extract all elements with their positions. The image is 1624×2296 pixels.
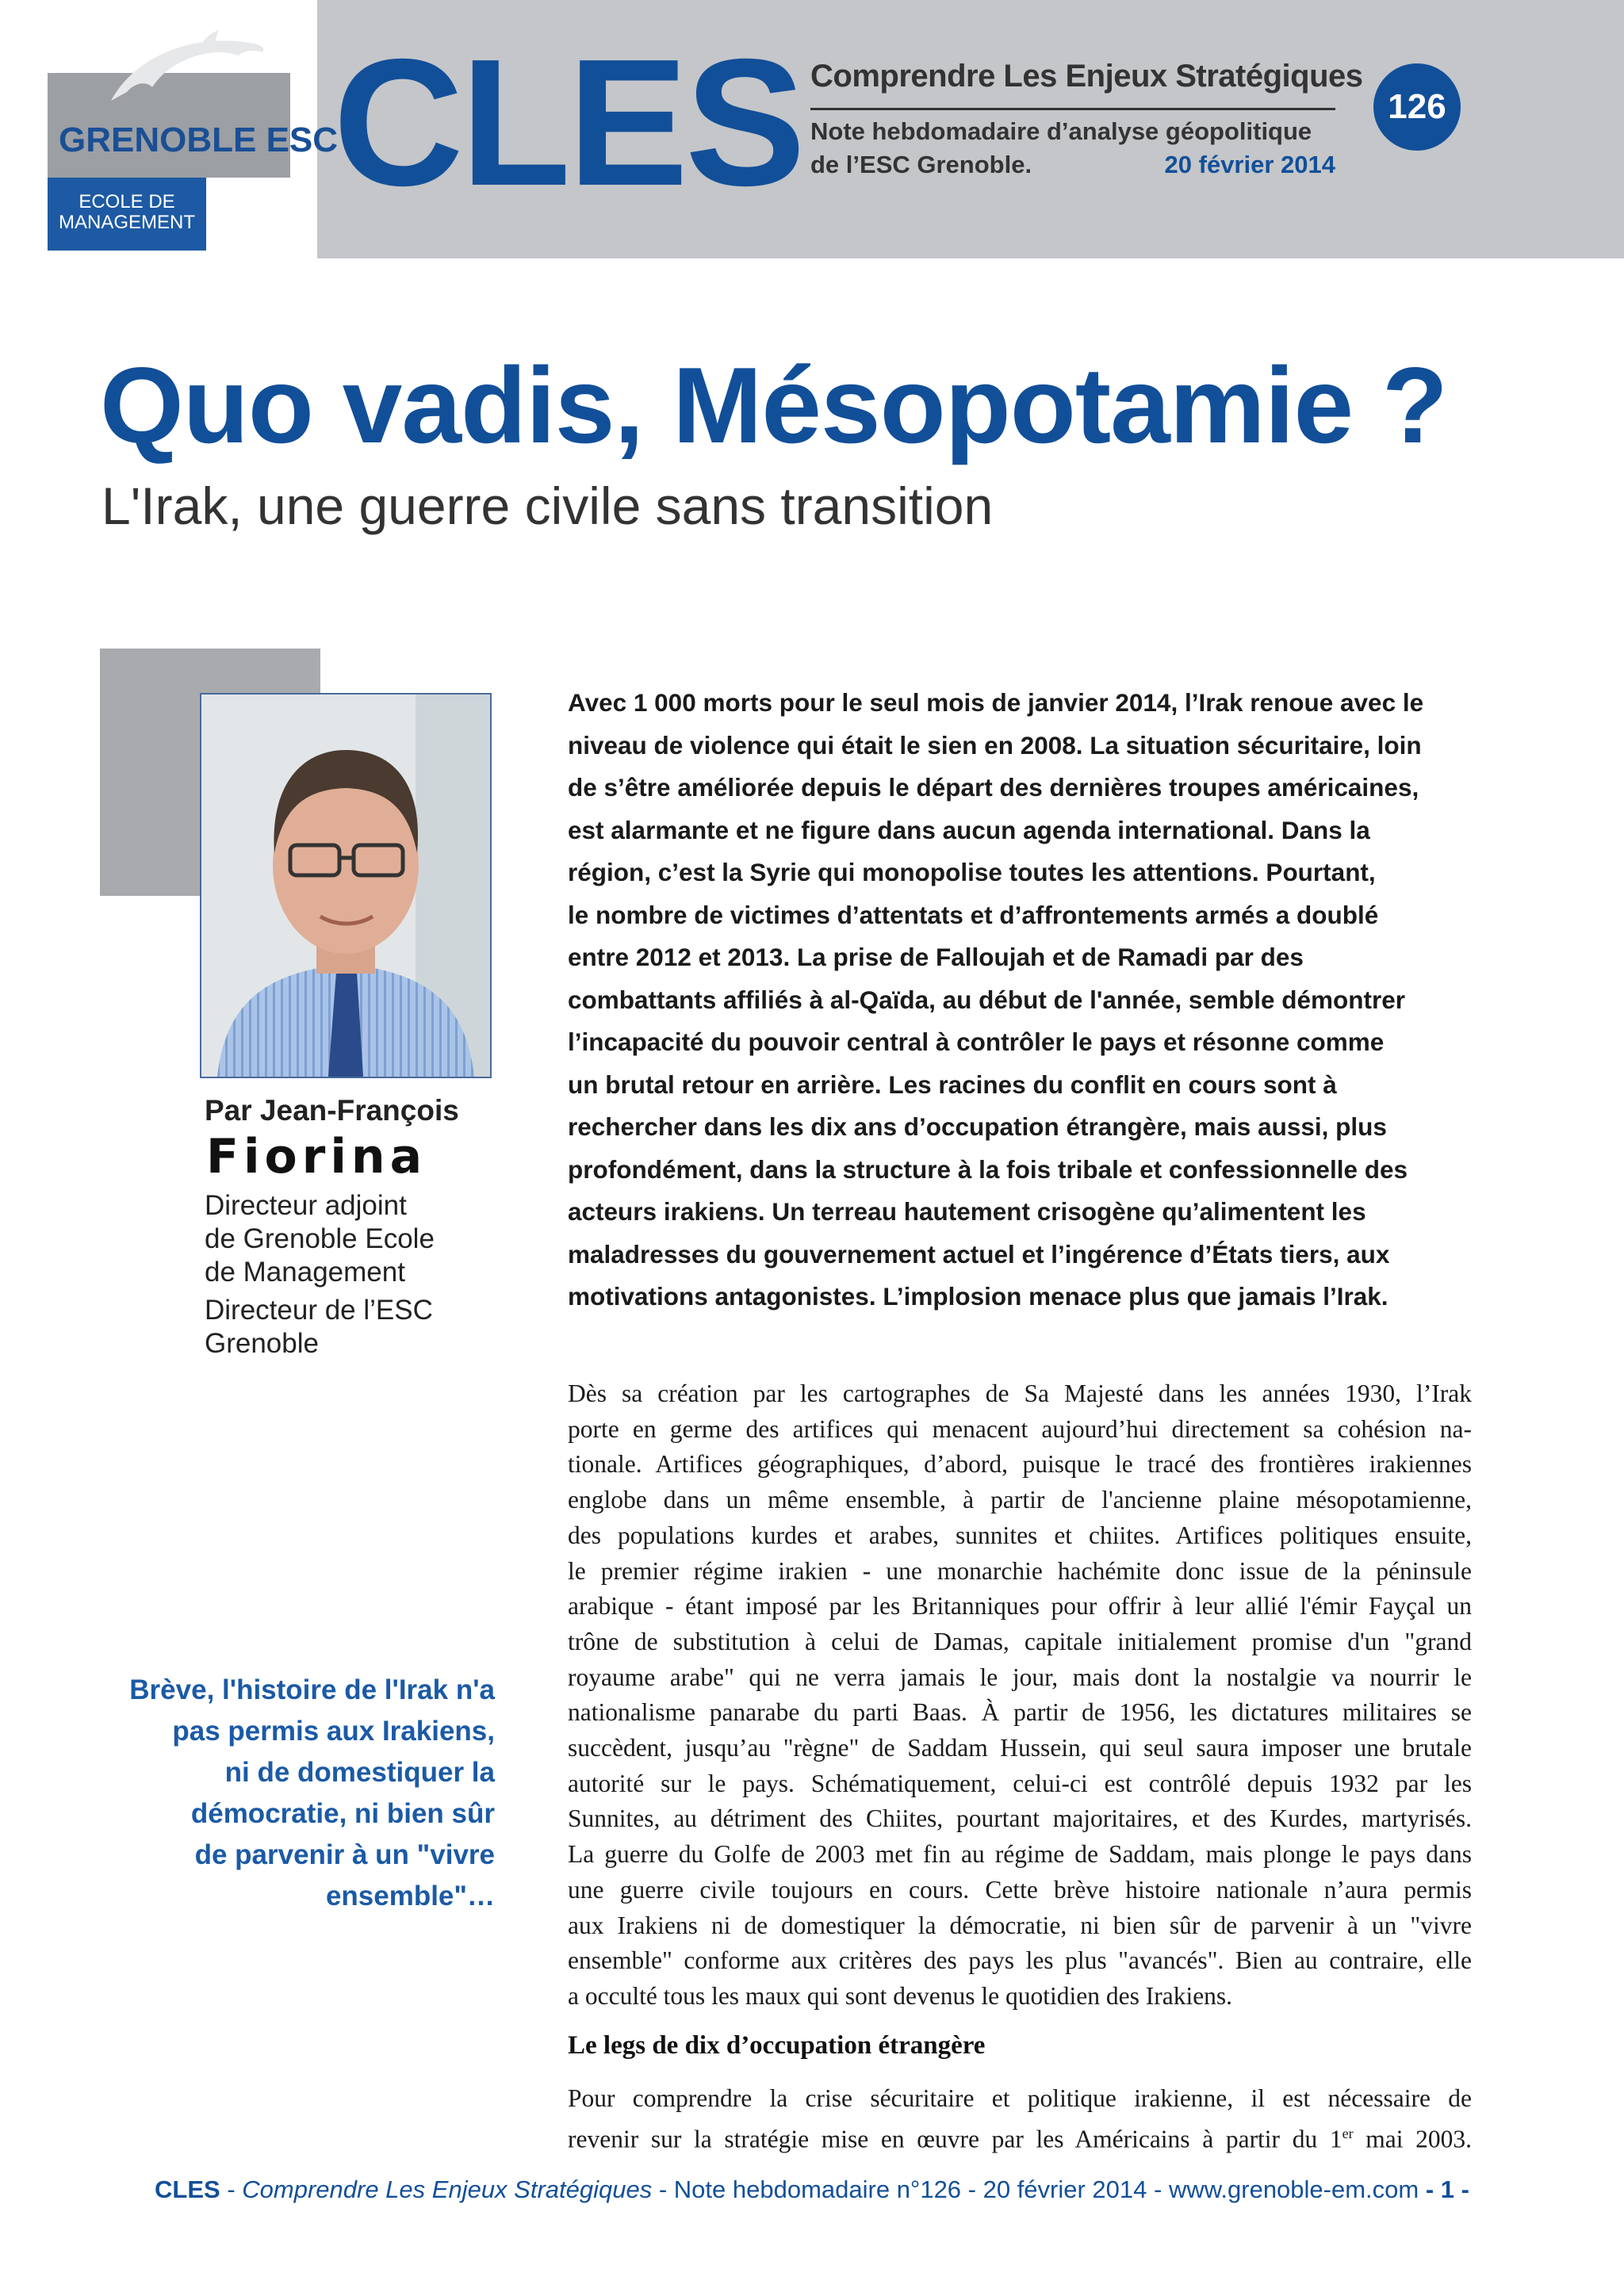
body-line: une guerre civile toujours en cours. Cette brève histoire nationale n’aura permis [568,1875,1472,1904]
body-line: La guerre du Golfe de 2003 met fin au régime de Saddam, mais plonge le pays dans [568,1840,1472,1869]
lead-line: région, c’est la Syrie qui monopolise toutes les attentions. Pourtant, [568,858,1376,886]
footer-separator: - [220,2175,243,2203]
tagline-divider [810,108,1335,110]
school-logo [48,25,339,233]
body-line: tionale. Artifices géographiques, d’abord, puisque le tracé des frontières irakiennes [568,1450,1472,1479]
lead-line: maladresses du gouvernement actuel et l’ingérence d’États tiers, aux [568,1239,1390,1269]
logo-school-line1: ECOLE DE [79,191,175,212]
publication-tagline: Comprendre Les Enjeux Stratégiques [810,59,1363,94]
pull-quote-line: ni de domestiquer la [224,1757,495,1788]
publication-subtitle-line2: de l’ESC Grenoble. [810,151,1032,178]
author-photo [200,693,492,1078]
issue-number-badge: 126 [1373,63,1461,151]
footer-brand: CLES [155,2175,220,2203]
body-line: royaume arabe" qui ne verra jamais le jour, mais dont la nostalgie va nourrir le [568,1663,1472,1691]
pull-quote-line: pas permis aux Irakiens, [172,1716,495,1747]
pull-quote [111,1670,495,1917]
page-footer [0,2175,1624,2204]
author-role-line: de Management [205,1257,405,1288]
body-line: arabique - étant imposé par les Britanniques pour offrir à leur allié l'émir Fayçal un [568,1592,1472,1621]
pull-quote-line: Brève, l'histoire de l'Irak n'a [129,1674,495,1705]
footer-details: - Note hebdomadaire n°126 - 20 février 2014 - www.grenoble-em.com [652,2175,1426,2203]
logo-school-line2: MANAGEMENT [58,212,195,233]
body-line-with-superscript [568,2116,1472,2157]
body-line: des populations kurdes et arabes, sunnites et chiites. Artifices politiques ensuite, [568,1521,1472,1549]
body-line: englobe dans un même ensemble, à partir de l'ancienne plaine mésopotamienne, [568,1486,1472,1514]
article-title: Quo vadis, Mésopotamie ? [100,345,1447,465]
article-body-continued [568,2080,1472,2157]
body-line: trône de substitution à celui de Damas, capitale initialement promise d'un "grand [568,1627,1472,1655]
body-line: nationalisme panarabe du parti Baas. À partir de 1956, les dictatures militaires se [568,1698,1472,1727]
author-role-line: Directeur de l’ESC [205,1295,433,1326]
body-line: Pour comprendre la crise sécuritaire et politique irakienne, il est nécessaire de [568,2084,1472,2112]
section-heading: Le legs de dix d’occupation étrangère [568,2031,986,2060]
lead-line: l’incapacité du pouvoir central à contrôler le pays et résonne comme [568,1027,1385,1056]
pull-quote-line: ensemble"… [325,1881,495,1911]
lead-line: combattants affiliés à al-Qaïda, au début de l'année, semble démontrer [568,985,1406,1014]
footer-title: Comprendre Les Enjeux Stratégiques [242,2175,653,2203]
lead-line: motivations antagonistes. L’implosion menace plus que jamais l’Irak. [568,1282,1388,1311]
lead-line: est alarmante et ne figure dans aucun agenda international. Dans la [568,815,1370,844]
lead-line: le nombre de victimes d’attentats et d’affrontements armés a doublé [568,900,1379,929]
author-surname: Fiorina [206,1129,427,1184]
body-line: Sunnites, au détriment des Chiites, pourtant majoritaires, et des Kurdes, martyrisés. [568,1804,1472,1833]
author-role-line: Directeur adjoint [205,1190,407,1221]
body-line: le premier régime irakien - une monarchie hachémite donc issue de la péninsule [568,1556,1472,1585]
author-byline: Par Jean-François [205,1094,459,1127]
lead-line: profondément, dans la structure à la fois tribale et confessionnelle des [568,1154,1408,1184]
footer-page-number: - 1 - [1425,2175,1469,2203]
pull-quote-line: démocratie, ni bien sûr [190,1798,495,1829]
body-line: aux Irakiens ni de domestiquer la démocratie, ni bien sûr de parvenir à un "vivre [568,1911,1472,1939]
article-body [568,1376,1472,2015]
body-line: succèdent, jusqu’au "règne" de Saddam Hussein, qui seul saura imposer une brutale [568,1734,1472,1762]
author-portrait-image [201,695,490,1077]
lead-line: un brutal retour en arrière. Les racines du conflit en cours sont à [568,1070,1337,1099]
article-lead [568,682,1475,1318]
lead-line: entre 2012 et 2013. La prise de Falloujah et de Ramadi par des [568,943,1304,971]
pull-quote-line: de parvenir à un "vivre [194,1839,495,1870]
logo-name: GRENOBLE ESC [59,121,339,159]
lead-line: rechercher dans les dix ans d’occupation étrangère, mais aussi, plus [568,1112,1387,1141]
dolphin-icon [103,25,270,113]
body-line: autorité sur le pays. Schématiquement, celui-ci est contrôlé depuis 1932 par les [568,1769,1472,1797]
body-text-segment: revenir sur la stratégie mise en œuvre par les Américains à partir du 1 [568,2125,1342,2153]
ordinal-superscript: er [1342,2126,1354,2141]
author-role-line: Grenoble [205,1328,319,1359]
body-line: ensemble" conforme aux critères des pays les plus "avancés". Bien au contraire, elle [568,1946,1472,1975]
issue-date: 20 février 2014 [1164,151,1335,178]
author-role-line: de Grenoble Ecole [205,1223,435,1254]
lead-line: acteurs irakiens. Un terreau hautement crisogène qu’alimentent les [568,1197,1366,1226]
publication-subtitle-line1: Note hebdomadaire d’analyse géopolitique [810,117,1312,145]
lead-line: de s’être améliorée depuis le départ des dernières troupes américaines, [568,773,1419,802]
body-line: Dès sa création par les cartographes de Sa Majesté dans les années 1930, l’Irak [568,1380,1472,1407]
lead-line: Avec 1 000 morts pour le seul mois de janvier 2014, l’Irak renoue avec le [568,688,1424,717]
body-line: a occulté tous les maux qui sont devenus le quotidien des Irakiens. [568,1981,1233,2010]
publication-title: CLES [333,22,803,224]
article-subtitle: L'Irak, une guerre civile sans transition [102,476,994,535]
logo-school-box [48,178,206,251]
body-line: porte en germe des artifices qui menacent aujourd’hui directement sa cohésion na- [568,1414,1472,1443]
lead-line: niveau de violence qui était le sien en 2008. La situation sécuritaire, loin [568,730,1422,760]
body-text-segment: mai 2003. [1353,2125,1472,2153]
